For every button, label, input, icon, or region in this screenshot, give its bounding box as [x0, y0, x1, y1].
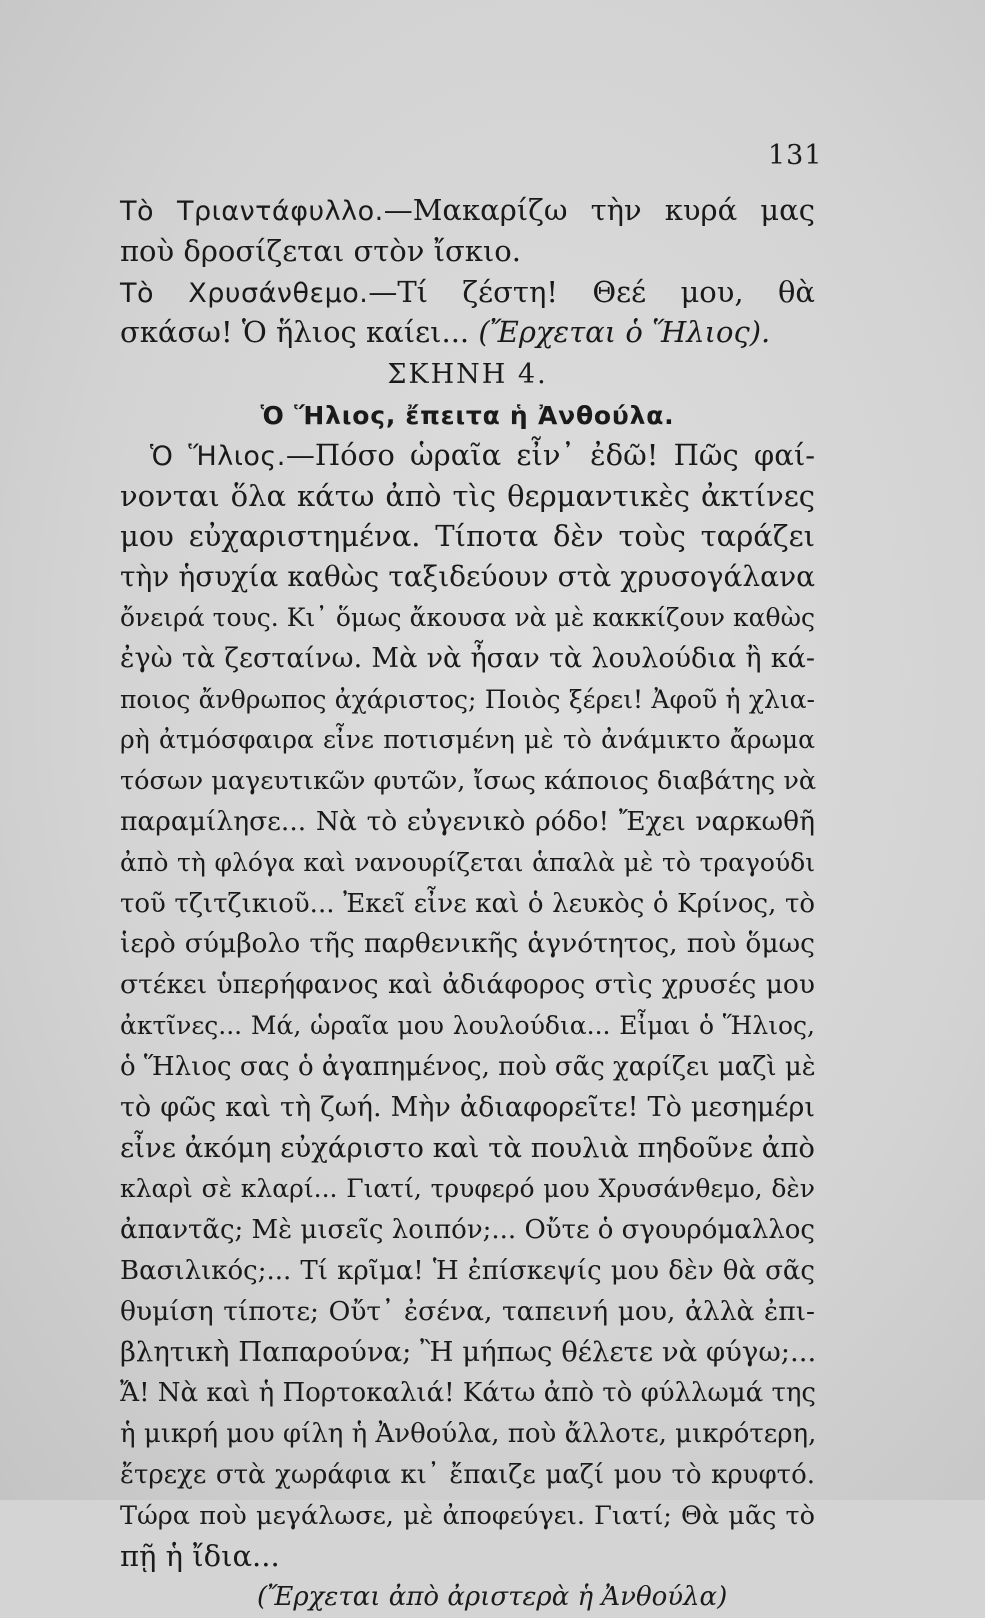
monologue-line: νονται ὅλα κάτω ἀπὸ τὶς θερμαντικὲς ἀκτίνες: [120, 478, 815, 513]
monologue-line: ἀκτῖνες... Μά, ὡραῖα μου λουλούδια... Εἶμαι ὁ Ἥλιος,: [120, 1010, 815, 1040]
monologue-line: ἡ μικρή μου φίλη ἡ Ἀνθούλα, ποὺ ἄλλοτε, μικρότερη,: [120, 1418, 817, 1449]
role-sun: Ὁ Ἥλιος,: [260, 400, 397, 430]
role-anthoula: ἡ Ἀνθούλα.: [509, 400, 675, 430]
monologue-line: ρὴ ἀτμόσφαιρα εἶνε ποτισμένη μὲ τὸ ἀνάμικτο ἄρωμα: [120, 725, 815, 755]
roles-line: [120, 394, 815, 435]
monologue-line: εἶνε ἀκόμη εὐχάριστο καὶ τὰ πουλιὰ πηδοῦνε ἀπὸ: [120, 1132, 815, 1165]
speaker-rose: Τὸ Τριαντάφυλλο.: [120, 196, 384, 227]
stage-direction-inline: (Ἔρχεται ὁ Ἥλιος).: [478, 315, 771, 350]
monologue-line: ποιος ἄνθρωπος ἀχάριστος; Ποιὸς ξέρει! Ἀφοῦ ἡ χλια-: [120, 684, 815, 714]
monologue-line: [120, 435, 815, 476]
dialogue-line: [120, 312, 815, 353]
monologue-line: Ἄ! Νὰ καὶ ἡ Πορτοκαλιά! Κάτω ἀπὸ τὸ φύλλωμά της: [120, 1378, 816, 1409]
monologue-line: παραμίλησε... Νὰ τὸ εὐγενικὸ ρόδο! Ἔχει ναρκωθῆ: [120, 805, 815, 837]
monologue-line: ἀπαντᾶς; Μὲ μισεῖς λοιπόν;... Οὔτε ὁ σγουρόμαλλος: [120, 1214, 815, 1245]
scene-heading-line: [120, 353, 815, 394]
monologue-line: ἀπὸ τὴ φλόγα καὶ νανουρίζεται ἁπαλὰ μὲ τὸ τραγούδι: [120, 847, 815, 877]
monologue-line: τόσων μαγευτικῶν φυτῶν, ἴσως κάποιος διαβάτης νὰ: [120, 766, 817, 797]
dialogue-text: —Τί ζέστη! Θεέ μου, θὰ: [368, 274, 815, 309]
text-body: [120, 190, 815, 1618]
dialogue-line: [120, 231, 815, 272]
monologue-line: τοῦ τζιτζικιοῦ... Ἐκεῖ εἶνε καὶ ὁ λευκὸς ὁ Κρίνος, τὸ: [120, 888, 815, 919]
monologue-line: βλητικὴ Παπαρούνα; Ἢ μήπως θέλετε νὰ φύγω;...: [120, 1336, 817, 1369]
monologue-text: —Πόσο ὡραῖα εἶν᾽ ἐδῶ! Πῶς φαί-: [285, 437, 815, 472]
dialogue-text: ποὺ δροσίζεται στὸν ἴσκιο.: [120, 233, 521, 268]
monologue-line: ἱερὸ σύμβολο τῆς παρθενικῆς ἁγνότητος, ποὺ ὅμως: [120, 928, 815, 960]
dialogue-line: [120, 272, 815, 313]
monologue-line: ὁ Ἥλιος σας ὁ ἀγαπημένος, ποὺ σᾶς χαρίζει μαζὶ μὲ: [120, 1051, 816, 1082]
monologue-line: ὄνειρά τους. Κι᾽ ὅμως ἄκουσα νὰ μὲ κακκίζουν καθὼς: [120, 602, 815, 632]
monologue-line: κλαρὶ σὲ κλαρί... Γιατί, τρυφερό μου Χρυσάνθεμο, δὲν: [120, 1174, 815, 1204]
monologue-line: τὸ φῶς καὶ τὴ ζωή. Μὴν ἀδιαφορεῖτε! Τὸ μεσημέρι: [120, 1091, 815, 1123]
monologue-line: μου εὐχαριστημένα. Τίποτα δὲν τοὺς ταράζει: [120, 519, 815, 554]
monologue-last-line: πῇ ἡ ἴδια...: [120, 1539, 280, 1574]
scene-title: ΣΚΗΝΗ 4.: [387, 359, 548, 391]
speaker-sun: Ὁ Ἥλιος.: [150, 440, 286, 472]
role-then: ἔπειτα: [405, 400, 501, 430]
dialogue-text: —Μακαρίζω τὴν κυρά μας: [383, 193, 815, 227]
monologue-line: στέκει ὑπερήφανος καὶ ἀδιάφορος στὶς χρυσές μου: [120, 969, 815, 1001]
monologue-line: Τώρα ποὺ μεγάλωσε, μὲ ἀποφεύγει. Γιατί; Θὰ μᾶς τὸ: [120, 1500, 815, 1531]
monologue-line: τὴν ἡσυχία καθὼς ταξιδεύουν στὰ χρυσογάλανα: [120, 560, 815, 594]
monologue-line: θυμίση τίποτε; Οὔτ᾽ ἐσένα, ταπεινή μου, ἀλλὰ ἐπι-: [120, 1295, 815, 1327]
dialogue-text: σκάσω! Ὁ ἥλιος καίει...: [120, 315, 479, 350]
speaker-chrysanthemum: Τὸ Χρυσάνθεμο.: [120, 277, 369, 309]
monologue-line: ἐγὼ τὰ ζεσταίνω. Μὰ νὰ ἦσαν τὰ λουλούδια ἢ κά-: [120, 642, 815, 674]
stage-direction: (Ἔρχεται ἀπὸ ἀριστερὰ ἡ Ἀνθούλα): [257, 1582, 728, 1613]
page-number: 131: [768, 140, 823, 171]
dialogue-line: [120, 190, 815, 231]
monologue-line: Βασιλικός;... Τί κρῖμα! Ἡ ἐπίσκεψίς μου δὲν θὰ σᾶς: [120, 1255, 815, 1286]
monologue-line: ἔτρεχε στὰ χωράφια κι᾽ ἔπαιζε μαζί μου τὸ κρυφτό.: [120, 1459, 815, 1490]
